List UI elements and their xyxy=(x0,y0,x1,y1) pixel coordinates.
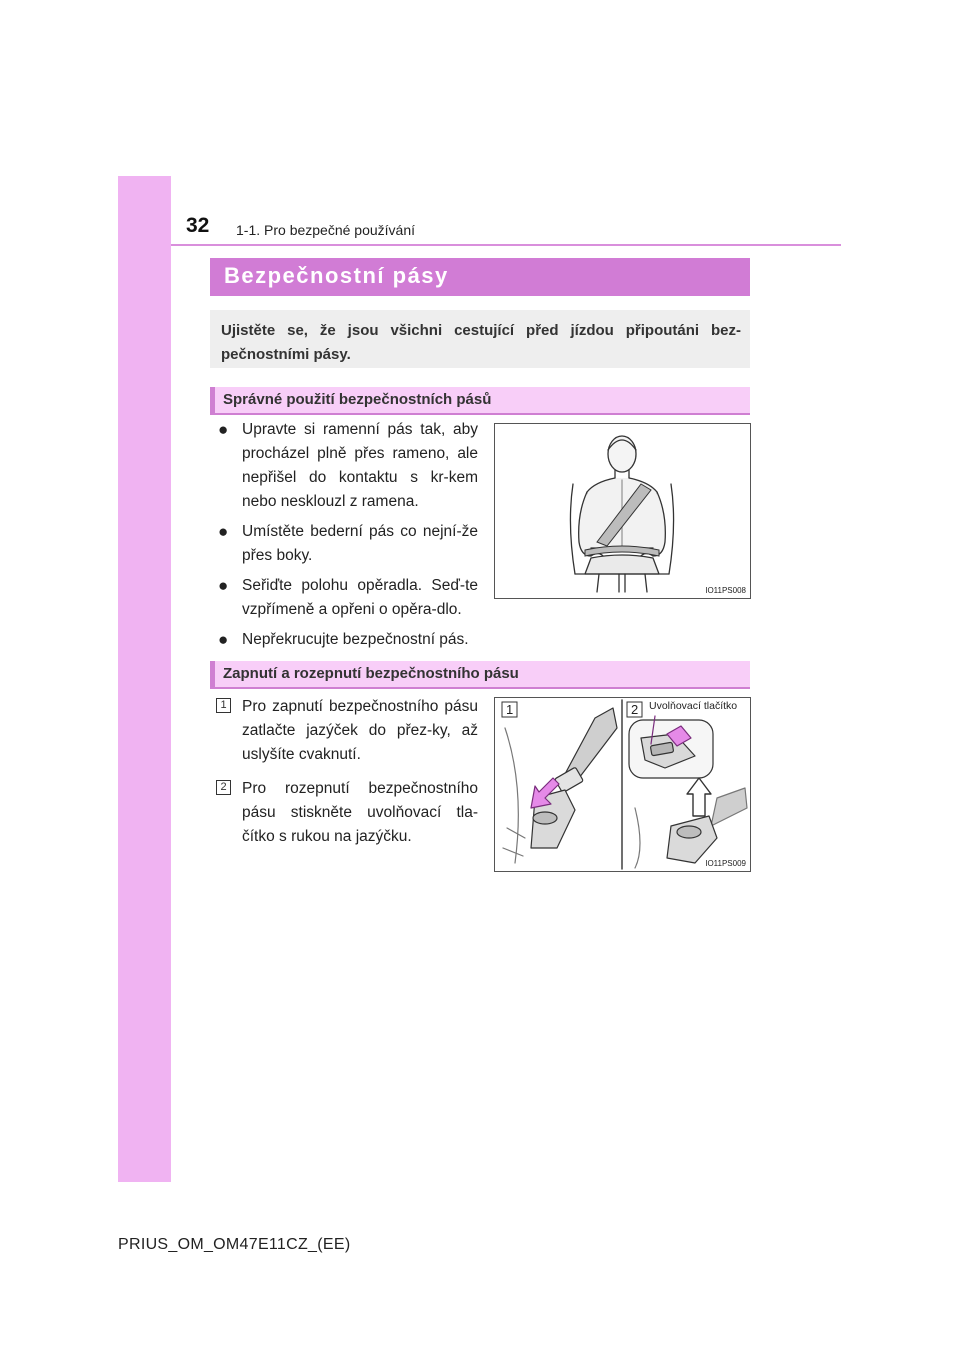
bullet-icon: ● xyxy=(218,630,229,649)
figure-label-2: 2 xyxy=(631,702,639,717)
buckle-figure xyxy=(494,697,751,872)
list-item: ● Nepřekrucujte bezpečnostní pás. xyxy=(218,628,496,652)
step-item xyxy=(216,695,478,767)
subheading-proper-use-label: Správné použití bezpečnostních pásů xyxy=(223,391,492,408)
page-title-bar xyxy=(210,258,750,296)
bullet-icon: ● xyxy=(218,420,229,439)
step-item xyxy=(216,777,478,849)
step-text: Pro zapnutí bezpečnostního pásu zatlačte jazýček do přez-ky, až uslyšíte cvaknutí. xyxy=(242,698,478,763)
section-title: 1-1. Pro bezpečné používání xyxy=(236,222,416,238)
bullet-icon: ● xyxy=(218,576,229,595)
intro-box xyxy=(210,310,750,368)
step-number: 1 xyxy=(216,698,231,713)
list-item: ● Upravte si ramenní pás tak, aby procházel plně přes rameno, ale nepřišel do kontaktu s kr-kem nebo nesklouzl z ramena. xyxy=(218,420,478,510)
step-text: Pro rozepnutí bezpečnostního pásu stiskněte uvolňovací tla-čítko s rukou na jazýčku. xyxy=(242,780,478,845)
subheading-proper-use xyxy=(210,387,750,415)
page-number: 32 xyxy=(186,214,210,237)
step-number: 2 xyxy=(216,780,231,795)
bullet-icon: ● xyxy=(218,522,229,541)
figure-code: IO11PS009 xyxy=(705,859,746,868)
proper-use-list xyxy=(218,418,496,658)
figure-code: IO11PS008 xyxy=(705,586,746,595)
release-button-callout: Uvolňovací tlačítko xyxy=(649,700,738,712)
seatbelt-posture-figure xyxy=(494,423,751,599)
sidebar-tab xyxy=(118,176,171,1182)
list-item: ● Umístěte bederní pás co nejní-že přes boky. xyxy=(218,522,478,564)
footer-document-code: PRIUS_OM_OM47E11CZ_(EE) xyxy=(118,1236,351,1253)
figure-label-1: 1 xyxy=(506,702,514,717)
page-title: Bezpečnostní pásy xyxy=(224,263,449,288)
subheading-fastening xyxy=(210,661,750,689)
seated-person-illustration xyxy=(495,424,750,598)
fastening-steps xyxy=(216,695,478,859)
header-divider xyxy=(171,244,841,246)
intro-text: Ujistěte se, že jsou všichni cestující před jízdou připoutáni bez-pečnostními pásy. xyxy=(221,322,741,363)
subheading-fastening-label: Zapnutí a rozepnutí bezpečnostního pásu xyxy=(223,665,519,682)
buckle-illustration xyxy=(495,698,750,871)
list-item: ● Seřiďte polohu opěradla. Seď-te vzpřímeně a opřeni o opěra-dlo. xyxy=(218,576,478,618)
